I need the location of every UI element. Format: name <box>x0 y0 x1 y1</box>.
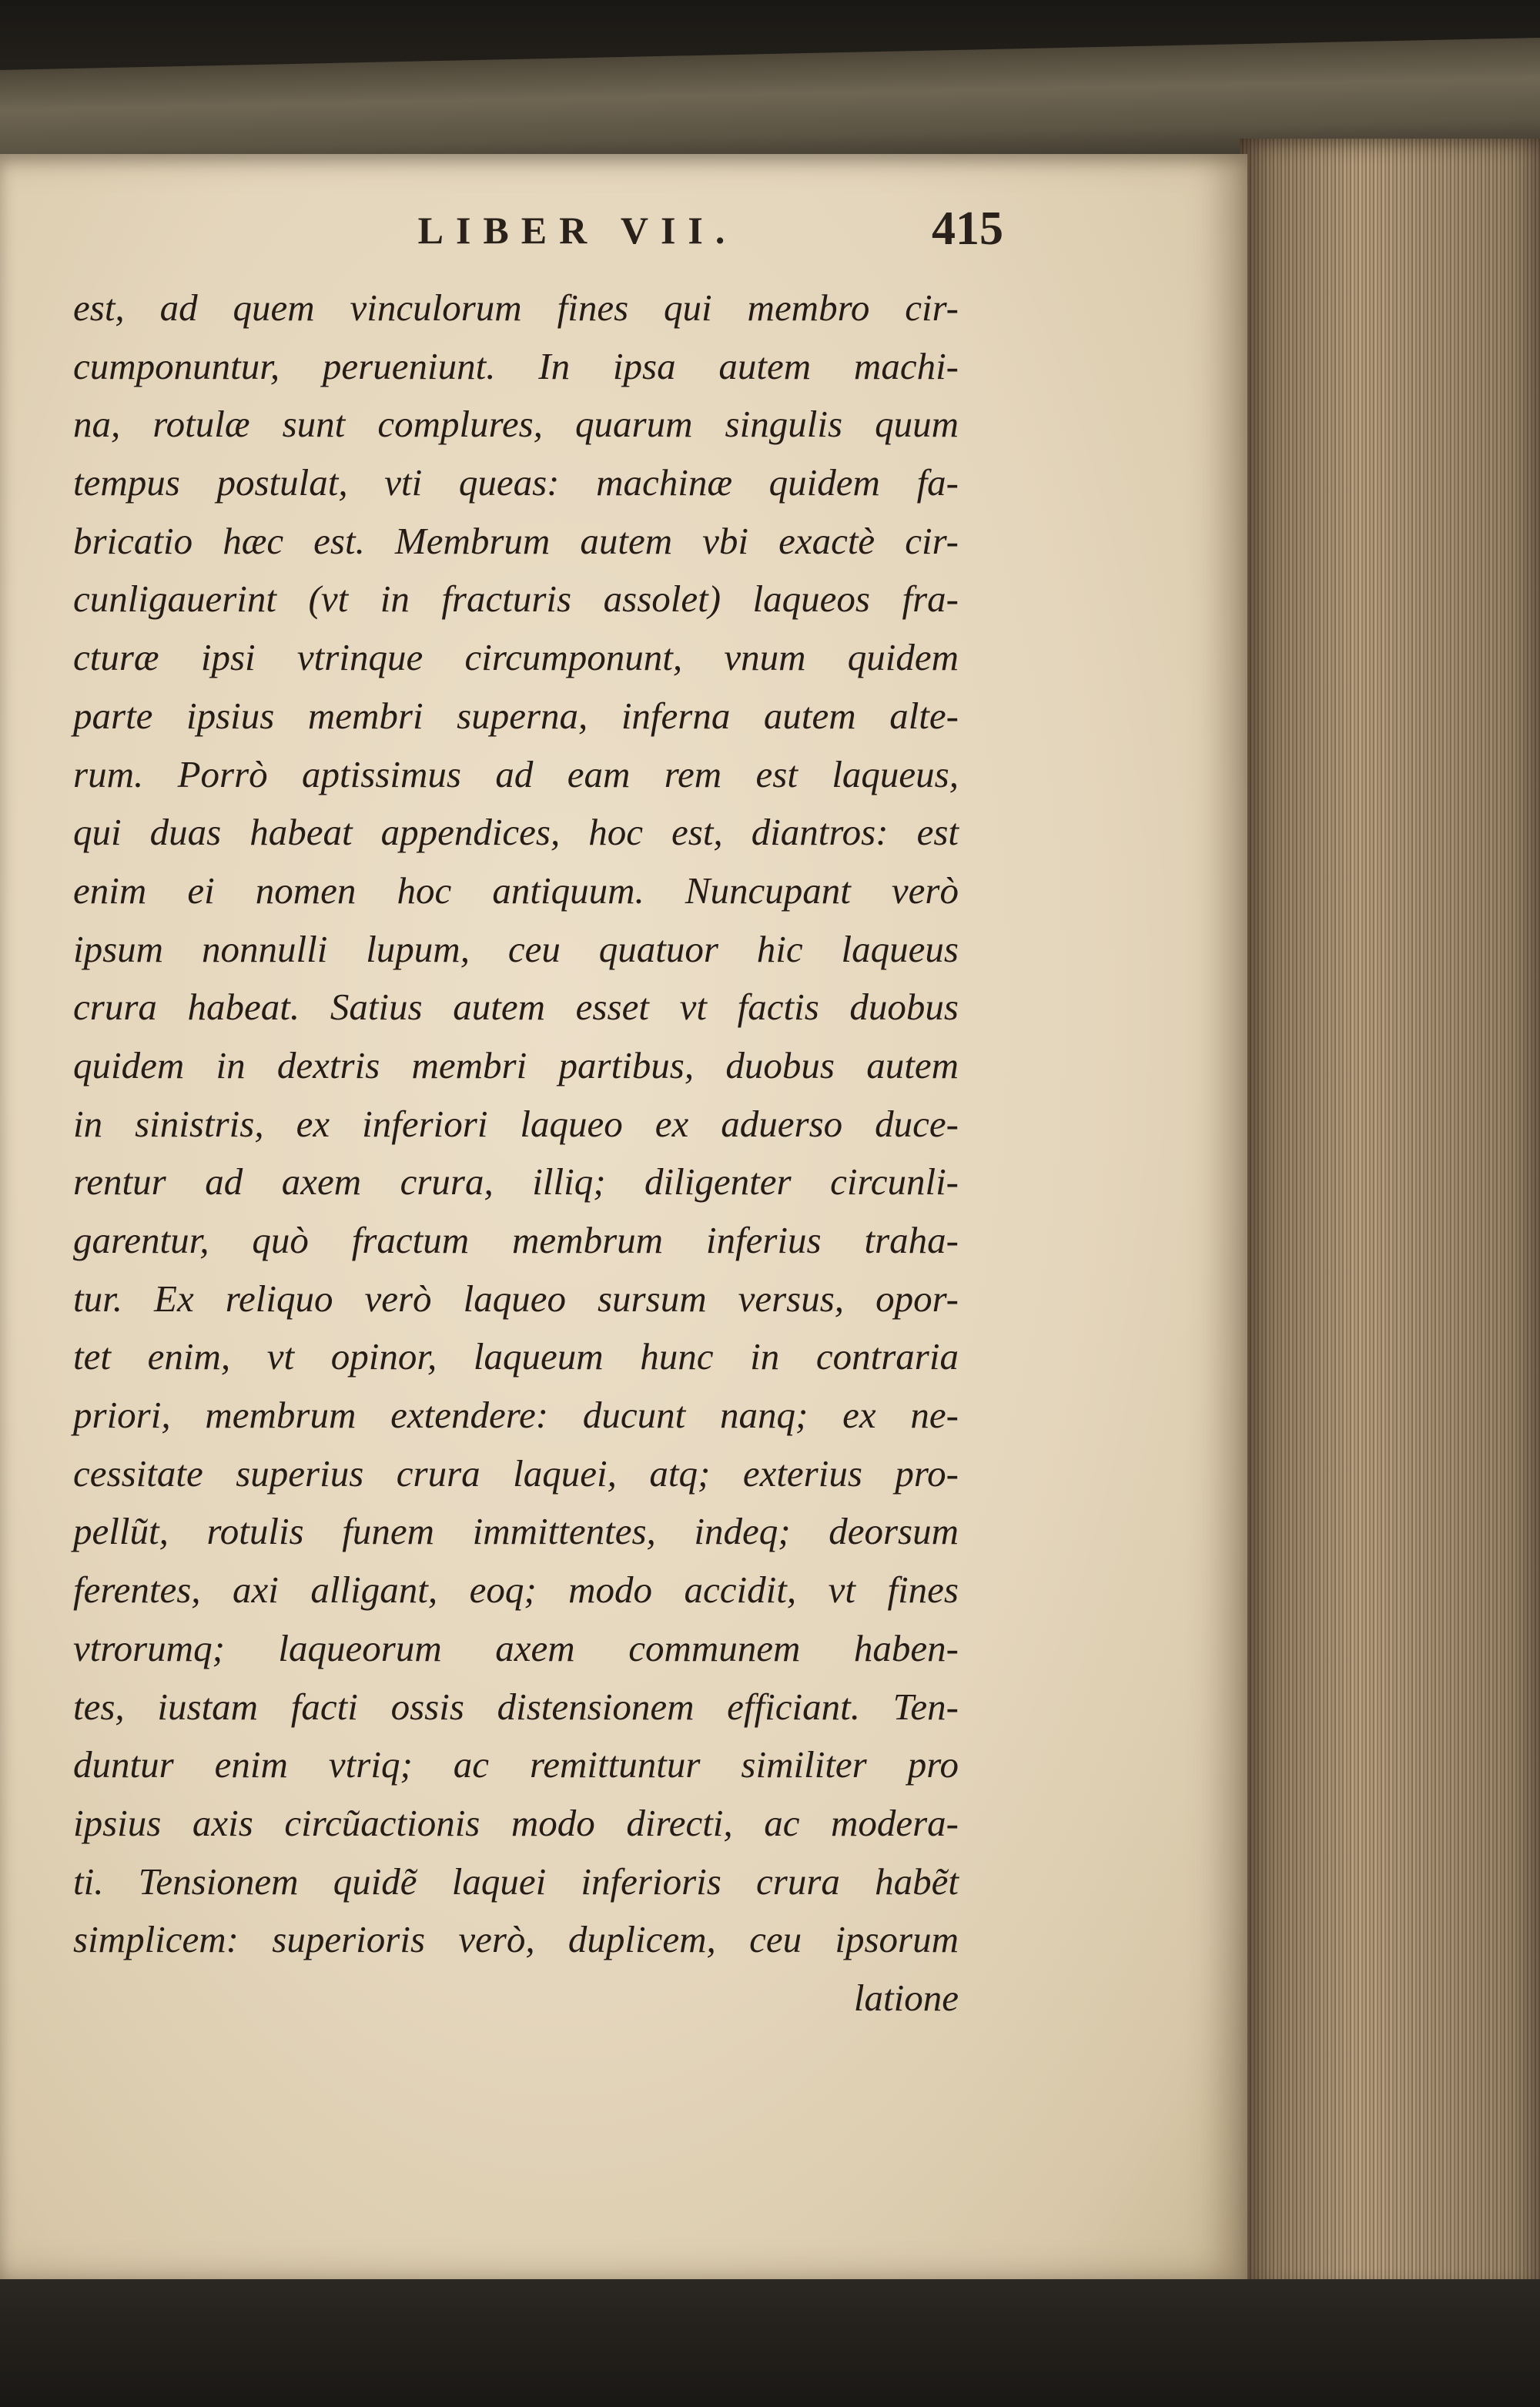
text-line: tur. Ex reliquo verò laqueo sursum versus, opor- <box>73 1277 959 1320</box>
text-line: cessitate superius crura laquei, atq; exterius pro- <box>73 1451 959 1495</box>
text-line: simplicem: superioris verò, duplicem, ceu ipsorum <box>73 1918 959 1961</box>
text-line: vtrorumq; laqueorum axem communem haben- <box>73 1626 959 1669</box>
text-line: quidem in dextris membri partibus, duobus autem <box>73 1043 959 1086</box>
text-line: tes, iustam facti ossis distensionem efficiant. Ten- <box>73 1685 959 1728</box>
text-line: est, ad quem vinculorum fines qui membro cir- <box>73 286 959 329</box>
page-block-edges <box>1240 139 1540 2295</box>
page-number: 415 <box>932 203 1003 255</box>
running-head: LIBER VII. <box>417 209 738 252</box>
text-line: ti. Tensionem quidẽ laquei inferioris crura habẽt <box>73 1860 959 1903</box>
text-line: enim ei nomen hoc antiquum. Nuncupant verò <box>73 869 959 912</box>
text-line: cumponuntur, perueniunt. In ipsa autem machi- <box>73 344 959 387</box>
text-line: parte ipsius membri superna, inferna autem alte- <box>73 694 959 737</box>
book-cover-bottom <box>0 2279 1540 2407</box>
text-line: garentur, quò fractum membrum inferius traha- <box>73 1219 959 1261</box>
text-line: cturæ ipsi vtrinque circumponunt, vnum quidem <box>73 636 959 679</box>
text-line: ferentes, axi alligant, eoq; modo accidit, vt fines <box>73 1568 959 1612</box>
text-line: qui duas habeat appendices, hoc est, diantros: est <box>73 811 959 854</box>
text-line: priori, membrum extendere: ducunt nanq; ex ne- <box>73 1394 959 1437</box>
text-line: cunligauerint (vt in fracturis assolet) laqueos fra- <box>73 577 959 621</box>
text-line: ipsius axis circũactionis modo directi, ac modera- <box>73 1801 959 1844</box>
text-line: na, rotulæ sunt complures, quarum singulis quum <box>73 403 959 446</box>
text-line: tet enim, vt opinor, laqueum hunc in contraria <box>73 1335 959 1378</box>
text-block <box>73 279 959 2027</box>
text-line: rentur ad axem crura, illiq; diligenter circunli- <box>73 1160 959 1204</box>
text-line: ipsum nonnulli lupum, ceu quatuor hic laqueus <box>73 927 959 970</box>
text-line: pellũt, rotulis funem immittentes, indeq; deorsum <box>73 1510 959 1553</box>
text-line: bricatio hæc est. Membrum autem vbi exactè cir- <box>73 519 959 562</box>
text-line: rum. Porrò aptissimus ad eam rem est laqueus, <box>73 752 959 795</box>
text-line: crura habeat. Satius autem esset vt factis duobus <box>73 986 959 1029</box>
text-line: duntur enim vtriq; ac remittuntur similiter pro <box>73 1743 959 1786</box>
text-line: tempus postulat, vti queas: machinæ quidem fa- <box>73 461 959 504</box>
text-line: in sinistris, ex inferiori laqueo ex aduerso duce- <box>73 1102 959 1145</box>
catchword: latione <box>853 1976 959 2019</box>
